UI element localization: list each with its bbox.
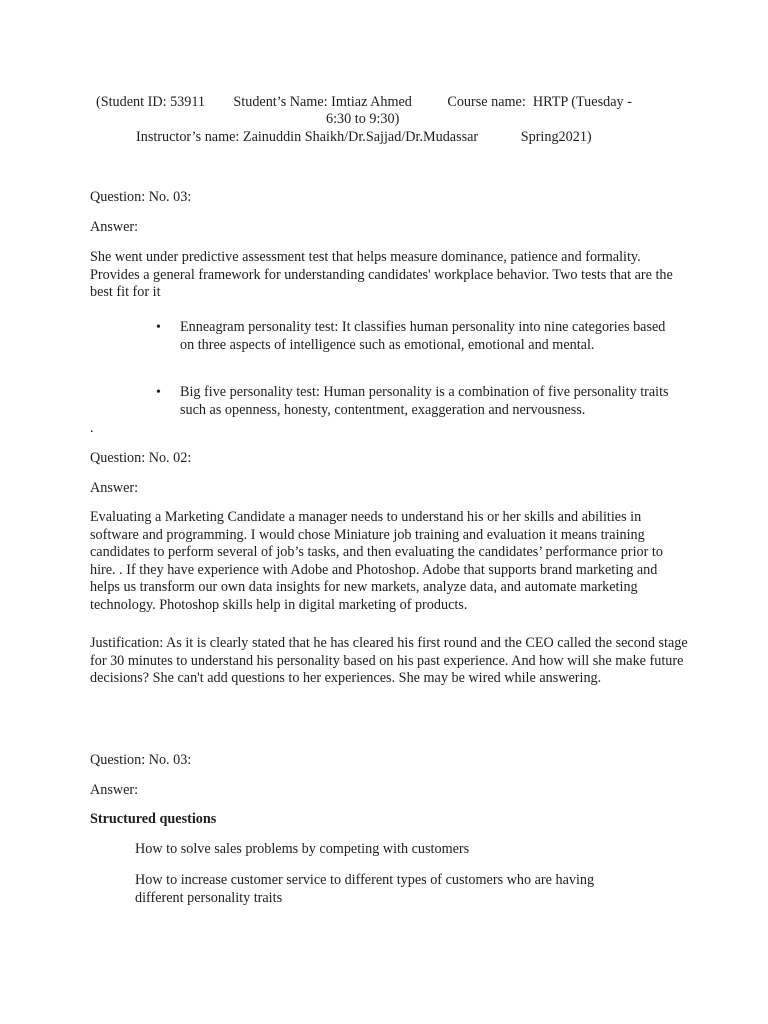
header-line-1: (Student ID: 53911 Student’s Name: Imtiaz Ahmed Course name: HRTP (Tuesday - [96, 94, 632, 110]
section1-intro: She went under predictive assessment test that helps measure dominance, patience and formality. Provides a general framework for understanding candidates' workplace behavior. Two tests that are the best fit for it [90, 249, 673, 300]
question-heading-2: Question: No. 02: [90, 450, 192, 466]
bullet-text-1: Enneagram personality test: It classifies human personality into nine categories based on three aspects of intelligence such as emotional, emotional and mental. [180, 319, 666, 353]
question-heading-3: Question: No. 03: [90, 752, 192, 768]
structured-questions-heading: Structured questions [90, 811, 217, 827]
answer-label-2: Answer: [90, 480, 139, 496]
section2-body: Evaluating a Marketing Candidate a manager needs to understand his or her skills and abilities in software and programming. I would chose Miniature job training and evaluation it means training candidates to perform several of job’s tasks, and then evaluating the candidates’ performance prior to hire. . If they have experience with Adobe and Photoshop. Adobe that supports brand marketing and helps us transform our own data insights for new markets, analyze data, and automate marketing technology. Photoshop skills help in digital marketing of products. [90, 509, 663, 613]
bullet-text-2: Big five personality test: Human personality is a combination of five personality traits such as openness, honesty, contentment, exaggeration and nervousness. [180, 384, 669, 418]
bullet-icon: • [156, 385, 161, 400]
bullet-item-2 [156, 384, 680, 419]
structured-question-2: How to increase customer service to different types of customers who are having different personality traits [135, 872, 595, 906]
structured-question-1: How to solve sales problems by competing with customers [135, 841, 470, 857]
header-line-3: Instructor’s name: Zainuddin Shaikh/Dr.Sajjad/Dr.Mudassar Spring2021) [136, 129, 592, 145]
bullet-item-1 [156, 319, 680, 354]
answer-label-1: Answer: [90, 219, 139, 235]
bullet-icon: • [156, 320, 161, 335]
question-heading-1: Question: No. 03: [90, 189, 192, 205]
section2-justification: Justification: As it is clearly stated that he has cleared his first round and the CEO called the second stage for 30 minutes to understand his personality based on his past experience. And how will she make future decisions? She can't add questions to her experiences. She may be wired while answering. [90, 635, 688, 686]
header-line-2: 6:30 to 9:30) [326, 111, 400, 127]
stray-dot: . [90, 420, 94, 436]
answer-label-3: Answer: [90, 782, 139, 798]
